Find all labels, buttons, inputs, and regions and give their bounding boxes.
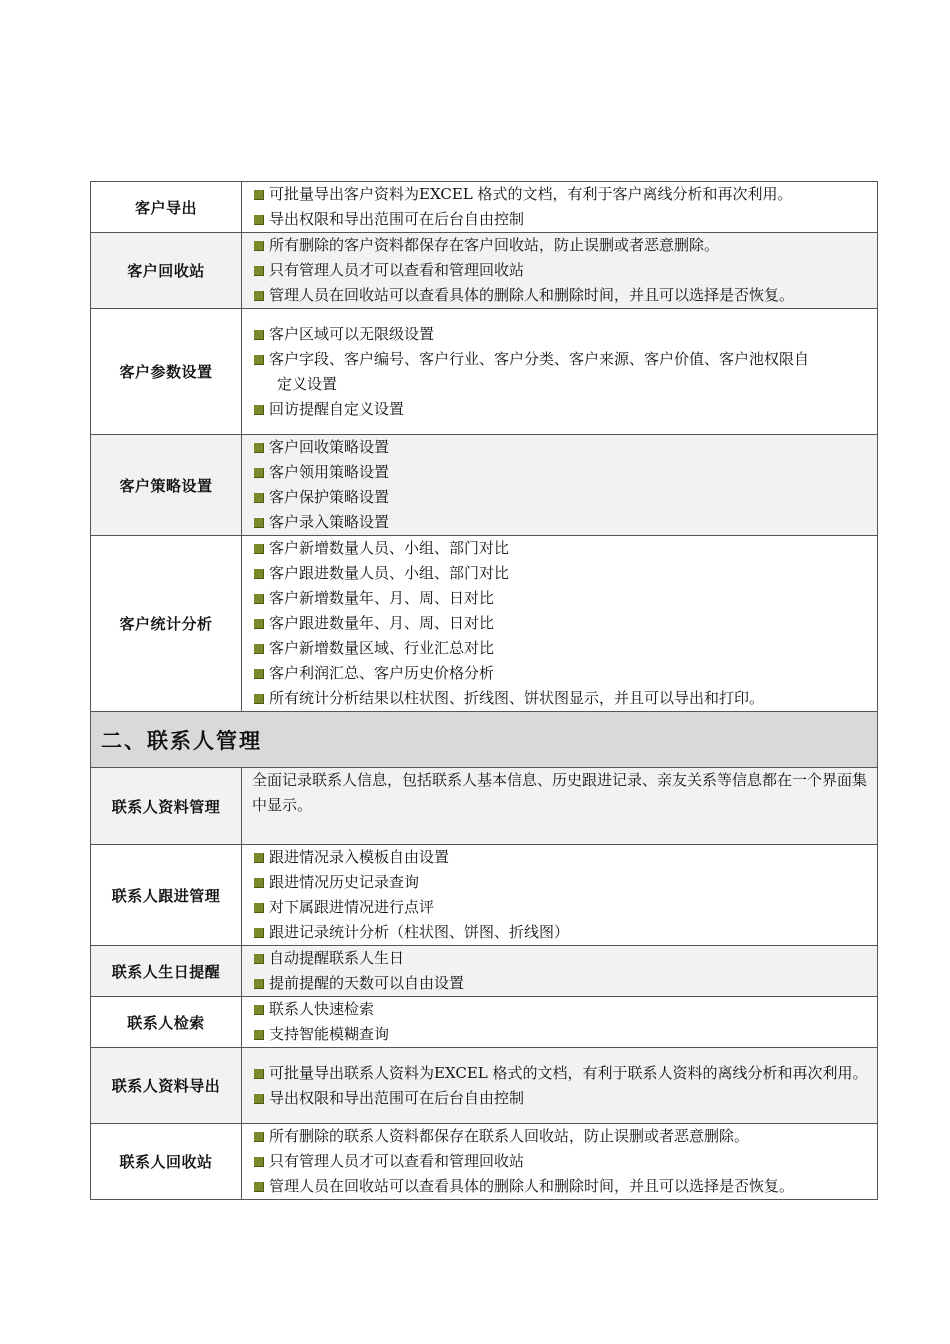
list-item: [252, 636, 871, 661]
row-content: [242, 182, 878, 233]
list-item: [252, 258, 871, 283]
item-text: 所有删除的联系人资料都保存在联系人回收站，防止误删或者恶意删除。: [269, 1127, 750, 1145]
square-bullet-icon: [254, 1094, 264, 1104]
square-bullet-icon: [254, 903, 264, 913]
square-bullet-icon: [254, 405, 264, 415]
table-row: [91, 845, 878, 946]
row-label: 客户参数设置: [91, 309, 242, 435]
table-row: [91, 768, 878, 845]
square-bullet-icon: [254, 1182, 264, 1192]
row-label: 联系人跟进管理: [91, 845, 242, 946]
item-text: 所有删除的客户资料都保存在客户回收站，防止误删或者恶意删除。: [269, 236, 720, 254]
square-bullet-icon: [254, 1157, 264, 1167]
square-bullet-icon: [254, 443, 264, 453]
row-label: 联系人资料导出: [91, 1048, 242, 1124]
list-item: [252, 1086, 871, 1111]
list-item: [252, 347, 871, 397]
table-row: [91, 1048, 878, 1124]
square-bullet-icon: [254, 241, 264, 251]
table-row: [91, 435, 878, 536]
square-bullet-icon: [254, 878, 264, 888]
table-row: [91, 233, 878, 309]
square-bullet-icon: [254, 518, 264, 528]
item-text: 客户跟进数量人员、小组、部门对比: [269, 564, 510, 582]
item-text: 客户新增数量年、月、周、日对比: [269, 589, 495, 607]
item-text: 客户利润汇总、客户历史价格分析: [269, 664, 495, 682]
square-bullet-icon: [254, 493, 264, 503]
item-text: 客户回收策略设置: [269, 438, 390, 456]
row-content: [242, 768, 878, 845]
list-item: [252, 460, 871, 485]
square-bullet-icon: [254, 644, 264, 654]
table-row: [91, 1124, 878, 1200]
square-bullet-icon: [254, 853, 264, 863]
square-bullet-icon: [254, 979, 264, 989]
square-bullet-icon: [254, 1132, 264, 1142]
item-text: 管理人员在回收站可以查看具体的删除人和删除时间，并且可以选择是否恢复。: [269, 1177, 795, 1195]
list-item: [252, 946, 871, 971]
item-text: 跟进情况历史记录查询: [269, 873, 420, 891]
square-bullet-icon: [254, 1030, 264, 1040]
square-bullet-icon: [254, 544, 264, 554]
list-item: [252, 686, 871, 711]
list-item: [252, 661, 871, 686]
item-continuation: 定义设置: [277, 374, 338, 393]
item-text: 只有管理人员才可以查看和管理回收站: [269, 1152, 525, 1170]
item-text: 客户保护策略设置: [269, 488, 390, 506]
row-label: 客户导出: [91, 182, 242, 233]
square-bullet-icon: [254, 355, 264, 365]
square-bullet-icon: [254, 619, 264, 629]
square-bullet-icon: [254, 954, 264, 964]
table-row: [91, 309, 878, 435]
item-text: 回访提醒自定义设置: [269, 399, 405, 418]
square-bullet-icon: [254, 266, 264, 276]
item-text: 客户新增数量人员、小组、部门对比: [269, 539, 510, 557]
table-row: [91, 182, 878, 233]
list-item: [252, 997, 871, 1022]
list-item: [252, 397, 871, 422]
list-item: [252, 207, 871, 232]
row-content: [242, 1124, 878, 1200]
list-item: [252, 283, 871, 308]
list-item: [252, 322, 871, 347]
table-row: [91, 946, 878, 997]
row-content: [242, 845, 878, 946]
square-bullet-icon: [254, 215, 264, 225]
row-label: 联系人回收站: [91, 1124, 242, 1200]
item-text: 客户区域可以无限级设置: [269, 324, 435, 343]
square-bullet-icon: [254, 1005, 264, 1015]
list-item: [252, 1022, 871, 1047]
square-bullet-icon: [254, 569, 264, 579]
item-text: 客户跟进数量年、月、周、日对比: [269, 614, 495, 632]
square-bullet-icon: [254, 291, 264, 301]
list-item: [252, 485, 871, 510]
square-bullet-icon: [254, 928, 264, 938]
square-bullet-icon: [254, 468, 264, 478]
section-title: 二、联系人管理: [91, 712, 878, 768]
item-text: 自动提醒联系人生日: [269, 949, 405, 967]
item-text: 可批量导出客户资料为EXCEL 格式的文档，有利于客户离线分析和再次利用。: [269, 185, 793, 203]
row-content: [242, 233, 878, 309]
list-item: [252, 586, 871, 611]
list-item: [252, 536, 871, 561]
list-item: [252, 182, 871, 207]
list-item: [252, 233, 871, 258]
list-item: [252, 971, 871, 996]
item-text: 客户领用策略设置: [269, 463, 390, 481]
list-item: [252, 1124, 871, 1149]
feature-table: [90, 181, 878, 1200]
row-label: 联系人资料管理: [91, 768, 242, 845]
square-bullet-icon: [254, 190, 264, 200]
row-label: 联系人生日提醒: [91, 946, 242, 997]
item-text: 导出权限和导出范围可在后台自由控制: [269, 210, 525, 228]
list-item: [252, 895, 871, 920]
row-content: [242, 309, 878, 435]
row-label: 客户统计分析: [91, 536, 242, 712]
item-text: 客户录入策略设置: [269, 513, 390, 531]
row-label: 联系人检索: [91, 997, 242, 1048]
item-text: 导出权限和导出范围可在后台自由控制: [269, 1088, 525, 1107]
list-item: [252, 1061, 871, 1086]
item-text: 客户字段、客户编号、客户行业、客户分类、客户来源、客户价值、客户池权限自: [269, 349, 810, 368]
item-text: 联系人快速检索: [269, 1000, 375, 1018]
list-item: [252, 1174, 871, 1199]
item-text: 客户新增数量区域、行业汇总对比: [269, 639, 495, 657]
item-text: 只有管理人员才可以查看和管理回收站: [269, 261, 525, 279]
row-label: 客户回收站: [91, 233, 242, 309]
list-item: [252, 845, 871, 870]
row-label: 客户策略设置: [91, 435, 242, 536]
table-row: [91, 536, 878, 712]
section-header-row: [91, 712, 878, 768]
row-content: [242, 1048, 878, 1124]
item-text: 提前提醒的天数可以自由设置: [269, 974, 465, 992]
item-text: 可批量导出联系人资料为EXCEL 格式的文档，有利于联系人资料的离线分析和再次利用。: [269, 1063, 868, 1082]
list-item: [252, 920, 871, 945]
paragraph-text: 全面记录联系人信息，包括联系人基本信息、历史跟进记录、亲友关系等信息都在一个界面集中显示。: [252, 771, 868, 814]
item-text: 跟进情况录入模板自由设置: [269, 848, 450, 866]
square-bullet-icon: [254, 669, 264, 679]
square-bullet-icon: [254, 330, 264, 340]
row-content: [242, 435, 878, 536]
list-item: [252, 561, 871, 586]
square-bullet-icon: [254, 694, 264, 704]
table-row: [91, 997, 878, 1048]
item-text: 所有统计分析结果以柱状图、折线图、饼状图显示，并且可以导出和打印。: [269, 689, 765, 707]
item-text: 跟进记录统计分析（柱状图、饼图、折线图）: [269, 923, 570, 941]
row-content: [242, 536, 878, 712]
item-text: 管理人员在回收站可以查看具体的删除人和删除时间，并且可以选择是否恢复。: [269, 286, 795, 304]
list-item: [252, 1149, 871, 1174]
item-text: 对下属跟进情况进行点评: [269, 898, 435, 916]
item-text: 支持智能模糊查询: [269, 1025, 390, 1043]
list-item: [252, 611, 871, 636]
row-content: [242, 946, 878, 997]
list-item: [252, 870, 871, 895]
list-item: [252, 435, 871, 460]
square-bullet-icon: [254, 1069, 264, 1079]
list-item: [252, 510, 871, 535]
square-bullet-icon: [254, 594, 264, 604]
row-content: [242, 997, 878, 1048]
